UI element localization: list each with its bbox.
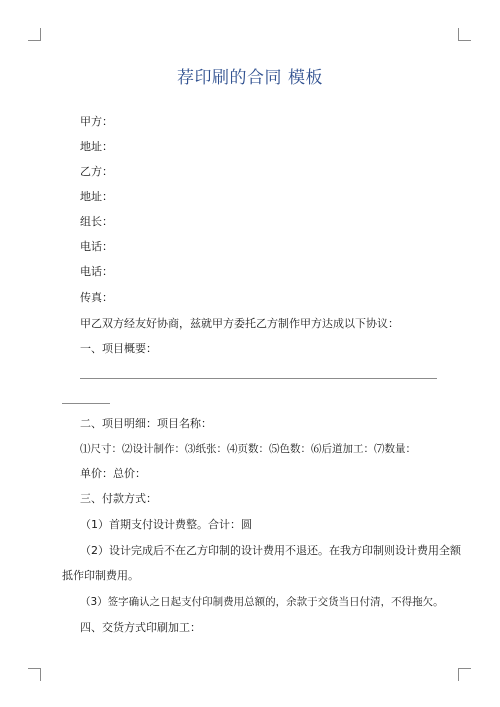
crop-mark-bottom-left <box>28 668 41 681</box>
item-details-line: ⑴尺寸：⑵设计制作：⑶纸张：⑷页数：⑸色数：⑹后道加工：⑺数量： <box>80 443 416 455</box>
payment-clause-2-continued: 抵作印制费用。 <box>62 569 139 582</box>
phone-label-2: 电话： <box>80 265 113 278</box>
party-a-label: 甲方： <box>80 115 113 128</box>
price-line: 单价：总价： <box>80 467 146 480</box>
crop-mark-top-right <box>458 28 471 41</box>
section-4-heading: 四、交货方式印刷加工： <box>80 621 201 634</box>
section-2-heading: 二、项目明细：项目名称： <box>80 417 212 430</box>
fax-label: 传真： <box>80 291 113 304</box>
fill-in-line <box>80 378 437 379</box>
party-b-address-label: 地址： <box>80 190 113 203</box>
crop-mark-top-left <box>28 28 41 41</box>
phone-label-1: 电话： <box>80 240 113 253</box>
fill-in-line-continued <box>62 403 110 404</box>
section-3-heading: 三、付款方式： <box>80 492 157 505</box>
payment-clause-1: （1）首期支付设计费整。合计：圆 <box>80 518 252 531</box>
section-1-heading: 一、项目概要： <box>80 342 157 355</box>
team-leader-label: 组长： <box>80 215 113 228</box>
intro-paragraph: 甲乙双方经友好协商，兹就甲方委托乙方制作甲方达成以下协议： <box>80 317 399 330</box>
party-a-address-label: 地址： <box>80 140 113 153</box>
crop-mark-bottom-right <box>458 668 471 681</box>
payment-clause-3: （3）签字确认之日起支付印制费用总额的，余款于交货当日付清，不得拖欠。 <box>80 596 444 608</box>
document-title: 荐印刷的合同 模板 <box>177 68 323 88</box>
payment-clause-2: （2）设计完成后不在乙方印制的设计费用不退还。在我方印制则设计费用全额 <box>80 544 461 557</box>
party-b-label: 乙方： <box>80 165 113 178</box>
